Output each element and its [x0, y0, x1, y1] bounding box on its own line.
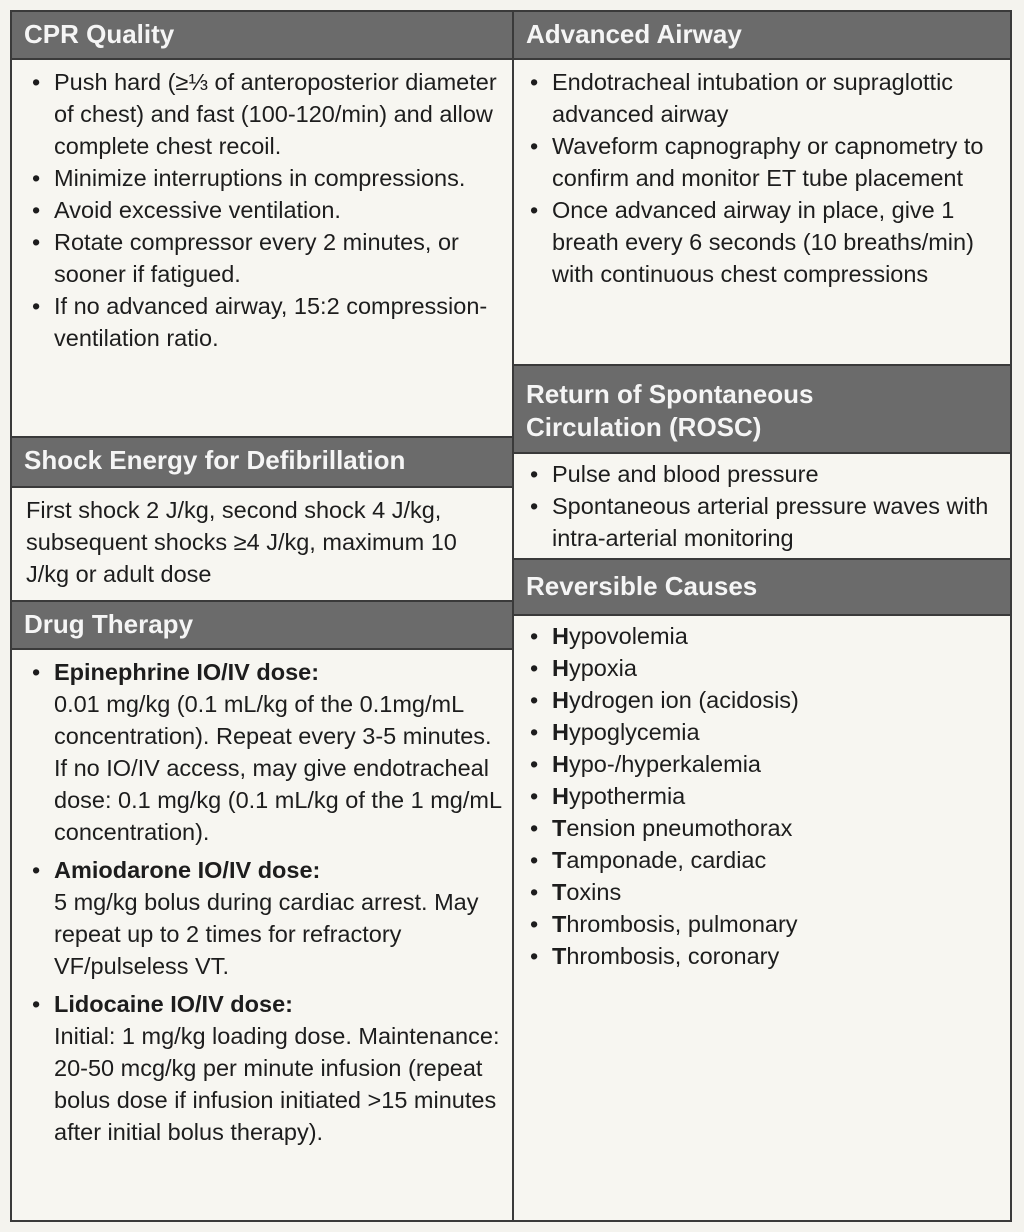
list-item: [522, 844, 1004, 876]
list-item: [522, 748, 1004, 780]
drug-dose-text: Initial: 1 mg/kg loading dose. Maintenance: 20-50 mcg/kg per minute infusion (repeat bolus dose if infusion initiated >15 minutes after initial bolus therapy).: [54, 1023, 500, 1145]
drug-name: • Epinephrine IO/IV dose:: [54, 659, 320, 685]
cause-rest: hrombosis, coronary: [566, 943, 780, 969]
list-item: • Avoid excessive ventilation.: [24, 194, 504, 226]
cause-initial: H: [552, 751, 569, 777]
list-item: [522, 780, 1004, 812]
drug-name: • Lidocaine IO/IV dose:: [54, 991, 293, 1017]
drug-item-epinephrine: [24, 656, 506, 848]
cause-rest: amponade, cardiac: [566, 847, 767, 873]
list-item: [522, 940, 1004, 972]
cpr-quality-section: [24, 66, 504, 354]
list-item: [522, 812, 1004, 844]
cause-initial: H: [552, 719, 569, 745]
reversible-causes-section: [522, 620, 1004, 972]
list-item: • Waveform capnography or capnometry to confirm and monitor ET tube placement: [522, 130, 1004, 194]
drug-item-lidocaine: [24, 988, 506, 1148]
cause-rest: ydrogen ion (acidosis): [568, 687, 799, 713]
list-item: • Pulse and blood pressure: [522, 458, 1004, 490]
list-item: [522, 620, 1004, 652]
cause-initial: H: [552, 655, 569, 681]
cause-initial: H: [552, 783, 569, 809]
cause-rest: oxins: [566, 879, 622, 905]
cause-initial: T: [552, 911, 567, 937]
list-item: [522, 684, 1004, 716]
list-item: • Minimize interruptions in compressions.: [24, 162, 504, 194]
drug-dose-text: 5 mg/kg bolus during cardiac arrest. May repeat up to 2 times for refractory VF/pulseless VT.: [54, 889, 479, 979]
list-item: [522, 652, 1004, 684]
column-divider: [512, 12, 514, 1220]
drug-name: • Amiodarone IO/IV dose:: [54, 857, 321, 883]
list-item: • Once advanced airway in place, give 1 breath every 6 seconds (10 breaths/min) with continuous chest compressions: [522, 194, 1004, 290]
cause-rest: ypo-/hyperkalemia: [568, 751, 761, 777]
cause-rest: ypovolemia: [568, 623, 688, 649]
list-item: [522, 876, 1004, 908]
drug-dose-text: 0.01 mg/kg (0.1 mL/kg of the 0.1mg/mL concentration). Repeat every 3-5 minutes. If no IO/IV access, may give endotracheal dose: 0.1 mg/kg (0.1 mL/kg of the 1 mg/mL concentration).: [54, 691, 502, 845]
list-item: • Endotracheal intubation or supraglottic advanced airway: [522, 66, 1004, 130]
advanced-airway-section: [522, 66, 1004, 290]
cause-initial: H: [552, 623, 569, 649]
shock-energy-text: First shock 2 J/kg, second shock 4 J/kg, subsequent shocks ≥4 J/kg, maximum 10 J/kg or adult dose: [26, 497, 457, 587]
rosc-heading-line: Return of Spontaneous: [526, 379, 814, 409]
list-item: • Rotate compressor every 2 minutes, or sooner if fatigued.: [24, 226, 504, 290]
drug-therapy-section: [24, 656, 506, 1154]
reversible-causes-heading: Reversible Causes: [514, 560, 1010, 616]
cause-rest: ypoglycemia: [568, 719, 700, 745]
cause-initial: T: [552, 943, 567, 969]
cause-initial: H: [552, 687, 569, 713]
list-item: • Push hard (≥⅓ of anteroposterior diameter of chest) and fast (100-120/min) and allow complete chest recoil.: [24, 66, 504, 162]
cause-initial: T: [552, 879, 567, 905]
drug-therapy-heading: Drug Therapy: [12, 602, 512, 650]
cause-rest: ypothermia: [568, 783, 686, 809]
cpr-quality-heading: CPR Quality: [12, 12, 512, 60]
drug-item-amiodarone: [24, 854, 506, 982]
rosc-section: [522, 458, 1004, 554]
pals-cardiac-arrest-card: [10, 10, 1012, 1222]
list-item: [522, 908, 1004, 940]
list-item: [522, 716, 1004, 748]
cause-rest: ypoxia: [568, 655, 637, 681]
advanced-airway-heading: Advanced Airway: [514, 12, 1010, 60]
list-item: • Spontaneous arterial pressure waves with intra-arterial monitoring: [522, 490, 1004, 554]
cause-initial: T: [552, 815, 567, 841]
list-item: • If no advanced airway, 15:2 compression-ventilation ratio.: [24, 290, 504, 354]
shock-energy-heading: Shock Energy for Defibrillation: [12, 438, 512, 488]
rosc-heading: [514, 366, 1010, 454]
cause-rest: hrombosis, pulmonary: [566, 911, 798, 937]
cause-initial: T: [552, 847, 567, 873]
rosc-heading-line: Circulation (ROSC): [526, 412, 762, 442]
cause-rest: ension pneumothorax: [566, 815, 793, 841]
